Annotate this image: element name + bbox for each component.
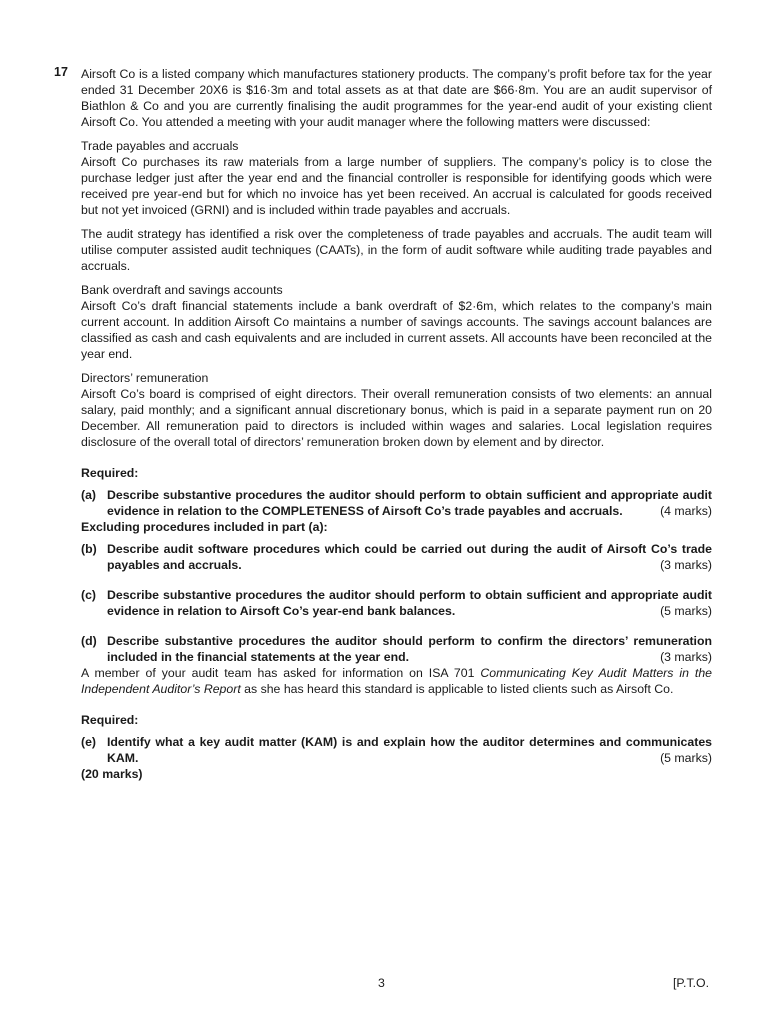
part-b-text: Describe audit software procedures which could be carried out during the audit of Airsoft Co’s trade payables and accruals. xyxy=(107,542,712,572)
section-heading-trade-payables: Trade payables and accruals xyxy=(81,139,239,153)
part-a-label: (a) xyxy=(81,488,97,502)
section-heading-directors: Directors’ remuneration xyxy=(81,371,209,385)
directors-paragraph: Airsoft Co’s board is comprised of eight directors. Their overall remuneration consists of two elements: an annual salary, paid monthly; and a significant annual discretionary bonus, which is paid in a separate payment run on 20 December. All remuneration paid to directors is included within wages and salaries. Local legislation requires disclosure of the overall total of directors’ remuneration broken down by element and by director. xyxy=(81,387,712,449)
trade-payables-paragraph-1: Airsoft Co purchases its raw materials from a large number of suppliers. The company’s policy is to close the purchase ledger just after the year end and the financial controller is responsible for identifying goods which were received pre year-end but for which no invoice has yet been received. An accrual is calculated for goods received but not yet invoiced (GRNI) and is included within trade payables and accruals. xyxy=(81,155,712,217)
question-number: 17 xyxy=(54,65,68,79)
part-b xyxy=(81,541,712,573)
page-number: 3 xyxy=(378,976,385,990)
part-b-marks: (3 marks) xyxy=(660,558,712,572)
bank-paragraph: Airsoft Co’s draft financial statements include a bank overdraft of $2·6m, which relates to the company’s main current account. In addition Airsoft Co maintains a number of savings accounts. The savings account balances are classified as cash and cash equivalents and are included in current assets. All accounts have been reconciled at the year end. xyxy=(81,299,712,361)
part-d-text: Describe substantive procedures the auditor should perform to confirm the directors’ remuneration included in the financial statements at the year end. xyxy=(107,634,712,664)
part-a-text: Describe substantive procedures the auditor should perform to obtain sufficient and appropriate audit evidence in relation to the COMPLETENESS of Airsoft Co’s trade payables and accruals. xyxy=(107,488,712,518)
part-e xyxy=(81,734,712,766)
part-c-text: Describe substantive procedures the auditor should perform to obtain sufficient and appropriate audit evidence in relation to Airsoft Co’s year-end bank balances. xyxy=(107,588,712,618)
part-d xyxy=(81,633,712,665)
question-body xyxy=(81,66,712,782)
part-a-marks: (4 marks) xyxy=(660,504,712,518)
isa-text-pre: A member of your audit team has asked for information on ISA 701 xyxy=(81,666,481,680)
required-label: Required: xyxy=(81,466,139,480)
part-c xyxy=(81,587,712,619)
please-turn-over: [P.T.O. xyxy=(673,976,709,990)
isa-paragraph xyxy=(81,665,712,697)
part-c-label: (c) xyxy=(81,588,97,602)
trade-payables-paragraph-2: The audit strategy has identified a risk over the completeness of trade payables and accruals. The audit team will utilise computer assisted audit techniques (CAATs), in the form of audit software while auditing trade payables and accruals. xyxy=(81,227,712,273)
total-marks: (20 marks) xyxy=(81,767,143,781)
part-d-marks: (3 marks) xyxy=(660,650,712,664)
section-heading-bank: Bank overdraft and savings accounts xyxy=(81,283,283,297)
required-label-2: Required: xyxy=(81,713,139,727)
part-b-label: (b) xyxy=(81,542,97,556)
part-d-label: (d) xyxy=(81,634,97,648)
excluding-note: Excluding procedures included in part (a): xyxy=(81,520,328,534)
intro-paragraph: Airsoft Co is a listed company which manufactures stationery products. The company’s profit before tax for the year ended 31 December 20X6 is $16·3m and total assets as at that date are $66·8m. You are an audit supervisor of Biathlon & Co and you are currently finalising the audit programmes for the year-end audit of your existing client Airsoft Co. You attended a meeting with your audit manager where the following matters were discussed: xyxy=(81,67,712,129)
isa-text-post: as she has heard this standard is applicable to listed clients such as Airsoft Co. xyxy=(240,682,674,696)
isa-title: Communicating Key Audit Matters in the Independent Auditor’s Report xyxy=(81,666,713,696)
part-e-text: Identify what a key audit matter (KAM) is and explain how the auditor determines and communicates KAM. xyxy=(107,735,712,765)
part-a xyxy=(81,487,712,519)
part-e-label: (e) xyxy=(81,735,97,749)
part-e-marks: (5 marks) xyxy=(660,751,712,765)
part-c-marks: (5 marks) xyxy=(660,604,712,618)
